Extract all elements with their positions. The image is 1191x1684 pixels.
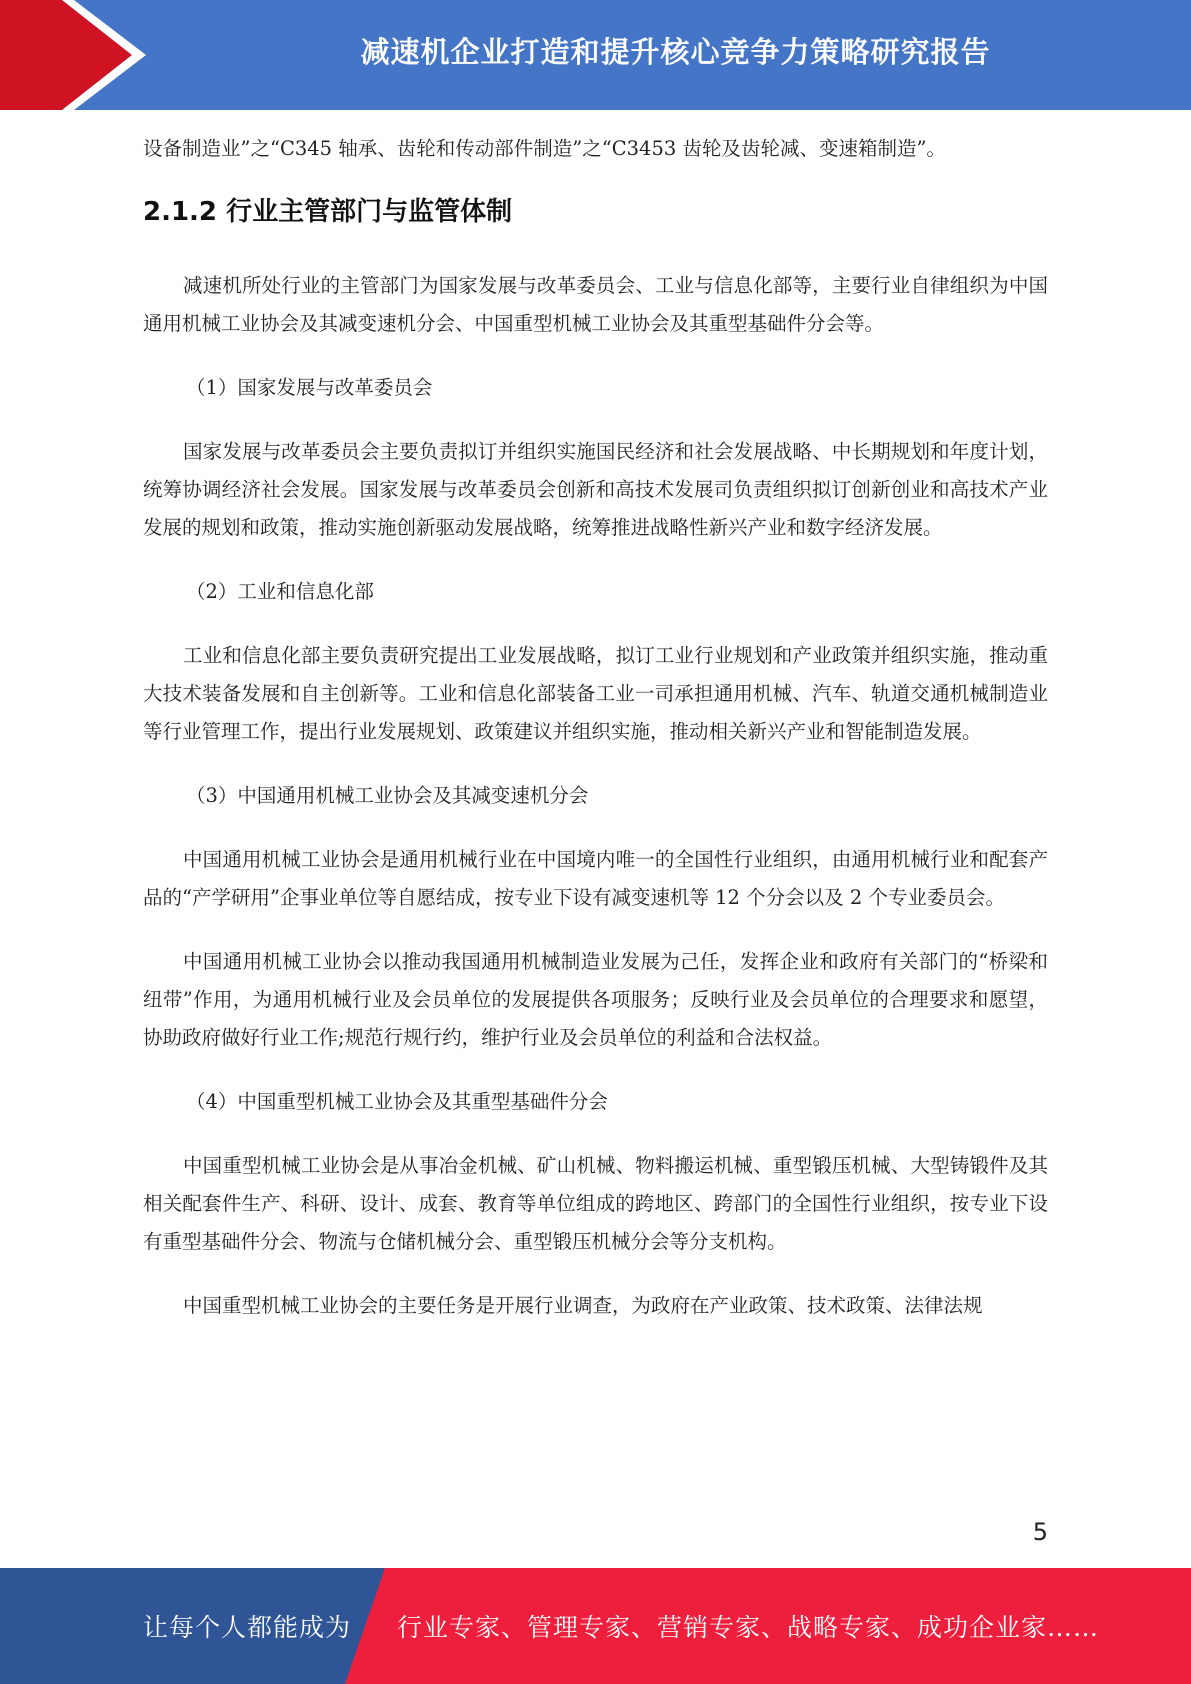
paragraph: 中国重型机械工业协会是从事冶金机械、矿山机械、物料搬运机械、重型锻压机械、大型铸锻件及其相关配套件生产、科研、设计、成套、教育等单位组成的跨地区、跨部门的全国性行业组织，按专业下设有重型基础件分会、物流与仓储机械分会、重型锻压机械分会等分支机构。	[143, 1154, 1048, 1253]
footer-slogan-right: 行业专家、管理专家、营销专家、战略专家、成功企业家……	[397, 1613, 1100, 1642]
report-title: 减速机企业打造和提升核心竞争力策略研究报告	[360, 34, 991, 69]
subsection-title: （4）中国重型机械工业协会及其重型基础件分会	[186, 1090, 608, 1113]
paragraph: 工业和信息化部主要负责研究提出工业发展战略，拟订工业行业规划和产业政策并组织实施，推动重大技术装备发展和自主创新等。工业和信息化部装备工业一司承担通用机械、汽车、轨道交通机械制造业等行业管理工作，提出行业发展规划、政策建议并组织实施，推动相关新兴产业和智能制造发展。	[143, 644, 1048, 743]
page-number: 5	[1032, 1518, 1048, 1546]
page-header	[0, 0, 1191, 110]
paragraph-continued: 设备制造业”之“C345 轴承、齿轮和传动部件制造”之“C3453 齿轮及齿轮减、变速箱制造”。	[143, 137, 946, 160]
subsection-title: （2）工业和信息化部	[186, 580, 374, 603]
subsection-title: （1）国家发展与改革委员会	[186, 376, 433, 399]
footer-slogan-left: 让每个人都能成为	[143, 1613, 352, 1642]
paragraph: 国家发展与改革委员会主要负责拟订并组织实施国民经济和社会发展战略、中长期规划和年度计划，统筹协调经济社会发展。国家发展与改革委员会创新和高技术发展司负责组织拟订创新创业和高技术产业发展的规划和政策，推动实施创新驱动发展战略，统筹推进战略性新兴产业和数字经济发展。	[143, 440, 1048, 539]
red-chevron-icon	[0, 0, 160, 110]
paragraph: 减速机所处行业的主管部门为国家发展与改革委员会、工业与信息化部等，主要行业自律组织为中国通用机械工业协会及其减变速机分会、中国重型机械工业协会及其重型基础件分会等。	[143, 274, 1048, 335]
paragraph: 中国重型机械工业协会的主要任务是开展行业调查，为政府在产业政策、技术政策、法律法规	[183, 1294, 983, 1317]
subsection-title: （3）中国通用机械工业协会及其减变速机分会	[186, 784, 589, 807]
page-content	[143, 130, 1048, 1325]
section-heading: 2.1.2 行业主管部门与监管体制	[143, 197, 513, 227]
paragraph: 中国通用机械工业协会是通用机械行业在中国境内唯一的全国性行业组织，由通用机械行业和配套产品的“产学研用”企事业单位等自愿结成，按专业下设有减变速机等 12 个分会以及 2 个专业委员会。	[143, 848, 1048, 909]
paragraph: 中国通用机械工业协会以推动我国通用机械制造业发展为己任，发挥企业和政府有关部门的“桥梁和纽带”作用，为通用机械行业及会员单位的发展提供各项服务；反映行业及会员单位的合理要求和愿望，协助政府做好行业工作;规范行规行约，维护行业及会员单位的利益和合法权益。	[143, 950, 1048, 1049]
page-footer	[0, 1568, 1191, 1684]
